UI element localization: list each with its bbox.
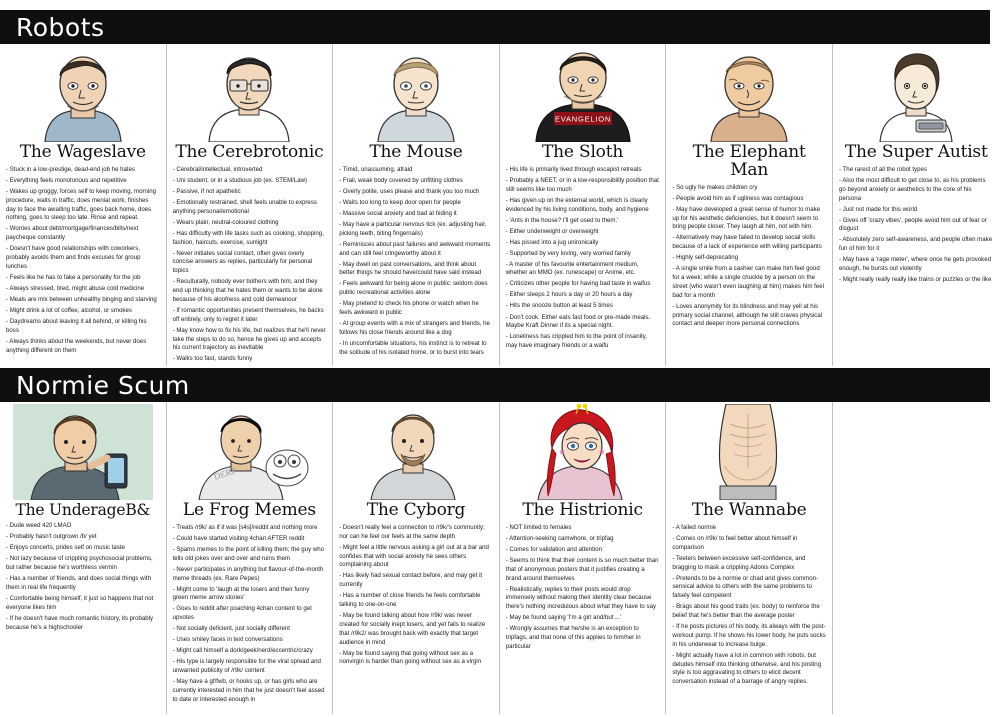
list-item: - Comes for validation and attention bbox=[505, 545, 602, 553]
list-item: - Might call himself a dork/geek/nerd/eccentric/crazy bbox=[172, 647, 313, 655]
list-item: - People avoid him as if ugliness was contagious bbox=[672, 194, 804, 202]
robots-row bbox=[0, 44, 1000, 366]
bullet-list bbox=[173, 524, 327, 705]
list-item: - Alternatively may have failed to develop social skills because of a lack of experience with willing participants bbox=[672, 234, 822, 251]
list-item: - Hits the snooze button at least 5 times bbox=[505, 302, 613, 310]
list-item: - Passive, if not apathetic bbox=[172, 187, 241, 195]
list-item: - Probably a NEET, or in a low-responsibility position that still seems like too much bbox=[505, 176, 659, 193]
bullet-list bbox=[506, 166, 660, 351]
list-item: - Always thinks about the weekends, but never does anything different on them bbox=[6, 337, 147, 354]
list-item: - Has given up on the external world, which is clearly evidenced by his living conditions, body, and hygiene bbox=[505, 196, 649, 213]
bullet-list bbox=[339, 166, 493, 358]
list-item: - Always stressed, tired, might abuse cold medicine bbox=[6, 284, 145, 292]
character-title: Le Frog Memes bbox=[182, 500, 316, 520]
list-item: - Attention-seeking camwhore, or tripfag bbox=[505, 534, 614, 542]
list-item: - Probably hasn't outgrown /b/ yet bbox=[6, 533, 97, 541]
underage-portrait bbox=[6, 404, 160, 500]
list-item: - Either sleeps 2 hours a day or 20 hours a day bbox=[505, 291, 633, 299]
list-item: - Gives off 'crazy vibes', people avoid him out of fear or disgust bbox=[838, 216, 987, 233]
list-item: - Loneliness has crippled him to the point of insanity, may have imaginary friends or a waifu bbox=[505, 333, 647, 350]
list-item: - Either underweight or overweight bbox=[505, 227, 599, 235]
list-item: - Uses smiley faces in text conversations bbox=[172, 636, 283, 644]
svg-text:DERP: DERP bbox=[212, 465, 238, 482]
list-item: - May dwell on past conversations, and think about better things he should have/could have said instead bbox=[339, 260, 482, 277]
list-item: - Not socially deficient, just socially different bbox=[172, 625, 291, 633]
mouse-portrait bbox=[339, 46, 493, 142]
list-item: - Don't cook. Either eats fast food or pre-made meals. Maybe Kraft Dinner if its a special night. bbox=[505, 313, 651, 330]
section-title-robots: Robots bbox=[16, 12, 105, 42]
character-title: The Sloth bbox=[542, 142, 624, 162]
superautist-portrait bbox=[839, 46, 994, 142]
list-item: - NOT limited to females bbox=[505, 523, 572, 531]
normie-scum-row bbox=[0, 402, 1000, 714]
section-banner-robots bbox=[0, 10, 1000, 44]
list-item: - May be found talking about how /r9k/ was never created for socially inept losers, and yet fails to realize that /r9k2/ was brought back with exactly that target audience in mind bbox=[339, 612, 486, 646]
character-title: The Wannabe bbox=[691, 500, 807, 520]
list-item: - Realistically, replies to their posts would drop immensely without making their identity clear because there's nothing incredulous about what they have to say bbox=[505, 585, 657, 611]
list-item: - Seems to think that their content is so much better than that of anonymous posters that it justifies creating a brand around themselves bbox=[505, 556, 659, 582]
list-item: - Daydreams about leaving it all behind, or killing his boss bbox=[6, 317, 147, 334]
card-histrionic[interactable] bbox=[500, 402, 667, 714]
list-item: - May have a gf/fwb, or hooks up, or has girls who are currently interested in him that he just doesn't feel assed to date or interested enough in bbox=[172, 678, 325, 703]
card-elephant-man[interactable] bbox=[666, 44, 833, 366]
histrionic-portrait bbox=[506, 404, 660, 500]
card-cerebrotonic[interactable] bbox=[167, 44, 334, 366]
list-item: - Enjoys concerts, prides self on music taste bbox=[6, 544, 125, 552]
character-title: The Histrionic bbox=[522, 500, 643, 520]
list-item: - Goes to reddit after poaching 4chan content to get upvotes bbox=[172, 605, 312, 622]
list-item: - In uncomfortable situations, his instinct is to retreat to the solitude of his isolated home, or to burst into tears bbox=[339, 339, 487, 356]
bullet-list bbox=[173, 166, 327, 364]
list-item: - Waits too long to keep door open for people bbox=[339, 198, 461, 206]
list-item: - Overly polite, uses please and thank you too much bbox=[339, 187, 480, 195]
empty-cell bbox=[833, 402, 1000, 714]
list-item: - May have developed a great sense of humor to make up for his aesthetic deficiencies, but it doesn't seem to bring people closer. They laugh at him, not with him. bbox=[672, 205, 821, 231]
list-item: - Not lazy because of crippling psychosocial problems, but rather because he's worthless vermin bbox=[6, 555, 153, 572]
card-sloth[interactable] bbox=[500, 44, 667, 366]
list-item: - Wears plain, neutral-coloured clothing bbox=[172, 218, 279, 226]
list-item: - Absolutely zero self-awareness, and people often make fun of him for it bbox=[838, 236, 993, 253]
list-item: - If romantic opportunities present themselves, he backs off entirely, only to regret it later bbox=[172, 306, 324, 323]
list-item: - Never participates in anything but flavour-of-the-month meme threads (ex. Rare Pepes) bbox=[172, 565, 324, 582]
list-item: - Massive social anxiety and bad at hiding it bbox=[339, 209, 457, 217]
card-cyborg[interactable] bbox=[333, 402, 500, 714]
character-title: The Wageslave bbox=[19, 142, 146, 162]
wageslave-portrait bbox=[6, 46, 160, 142]
list-item: - Comes on /r9k/ to feel better about himself in comparison bbox=[672, 534, 798, 551]
list-item: - Never initiates social contact, often gives overly concise answers as replies, particularly for personal topics bbox=[172, 249, 313, 275]
list-item: - Comfortable being himself, it just so happens that not everyone likes him bbox=[6, 595, 154, 611]
list-item: - Feels awkward for being alone in public: seldom does public recreational activities alone bbox=[339, 280, 488, 297]
list-item: - Wakes up groggy, forces self to keep moving, morning procedure, waits in traffic, does menial work, finishes day to face the awaiting traffic, goes back home, does nothing, goes to sleep too late. Rinse and repeat. bbox=[6, 187, 157, 222]
list-item: - Walks too fast, stands funny bbox=[172, 355, 253, 363]
character-title: The Cerebrotonic bbox=[175, 142, 324, 162]
character-title: The Elephant Man bbox=[692, 142, 806, 180]
list-item: - Worries about debt/mortgage/finances/bills/next paycheque constantly bbox=[6, 225, 139, 242]
list-item: - 'Ants in the house? I'll get used to them.' bbox=[505, 216, 619, 224]
list-item: - Timid, unassuming, afraid bbox=[339, 165, 413, 173]
list-item: - Might come to 'laugh at the losers and their funny green meme arrow stories' bbox=[172, 585, 310, 602]
bullet-list bbox=[672, 524, 826, 687]
cerebrotonic-portrait bbox=[173, 46, 327, 142]
card-wannabe[interactable] bbox=[666, 402, 833, 714]
list-item: - Stuck in a low-prestige, dead-end job he hates bbox=[6, 165, 136, 173]
list-item: - Has a number of close friends he feels comfortable talking to one-on-one bbox=[339, 592, 481, 609]
list-item: - May have a particular nervous tick (ex. adjusting hair, picking teeth, biting fingernails) bbox=[339, 220, 487, 237]
list-item: - If he doesn't have much romantic history, its probably because he's a highschooler bbox=[6, 614, 154, 631]
list-item: - Has pissed into a jug unironically bbox=[505, 238, 599, 246]
list-item: - Supported by very loving, very worried family bbox=[505, 249, 631, 257]
list-item: - May be found saying 'I'm a girl and/but ...' bbox=[505, 614, 622, 622]
list-item: - Cerebral/intellectual, introverted bbox=[172, 165, 263, 173]
frogmemes-portrait bbox=[173, 404, 327, 500]
list-item: - Has likely had sexual contact before, and may get it currently bbox=[339, 572, 483, 589]
list-item: - May know how to fix his life, but realizes that he'll never take the steps to do so, hence he gives up and accepts his current trajectory as inevitable bbox=[172, 326, 326, 352]
list-item: - Treats /r9k/ as if it was [s4s]/reddit and nothing more bbox=[172, 523, 318, 531]
list-item: - At group events with a mix of strangers and friends, he follows his close friends around like a dog bbox=[339, 320, 490, 336]
top-margin bbox=[0, 0, 1000, 10]
list-item: - Might feel a little nervous asking a girl out at a bar and confides that with social anxiety he sees others complaining about bbox=[339, 543, 489, 569]
list-item: - May pretend to check his phone or watch when he feels awkward in public bbox=[339, 300, 479, 317]
bullet-list bbox=[506, 524, 660, 652]
list-item: - His life is primarily lived through escapist retreats bbox=[505, 165, 642, 173]
card-le-frog-memes[interactable] bbox=[167, 402, 334, 714]
list-item: - A master of his favourite entertainment medium, whether an MMO (ex. runescape) or Anime, etc. bbox=[505, 260, 639, 277]
list-item: - Criticizes other people for having bad taste in waifus bbox=[505, 280, 651, 288]
list-item: - Might actually have a lot in common with robots, but deludes himself into thinking otherwise, and his posting style is too aggravating to others to elicit decent conversation instead of a barrage of angry replies. bbox=[672, 651, 822, 686]
list-item: - Doesn't have good relationships with coworkers, probably avoids them and finds excuses for group lunches bbox=[6, 245, 141, 270]
list-item: - Dude weed 420 LMAO bbox=[6, 522, 72, 530]
list-item: - Meals are mix between unhealthy binging and starving bbox=[6, 295, 157, 303]
svg-text:EVANGELION: EVANGELION bbox=[554, 114, 611, 124]
wannabe-portrait bbox=[672, 404, 826, 500]
bullet-list bbox=[672, 184, 826, 330]
elephantman-portrait bbox=[672, 46, 826, 142]
list-item: - Has a number of friends, and does social things with them in real life frequently bbox=[6, 575, 151, 591]
sloth-portrait bbox=[506, 46, 660, 142]
list-item: - Just not made for this world bbox=[838, 205, 918, 213]
character-title: The Mouse bbox=[369, 142, 463, 162]
bullet-list bbox=[339, 524, 493, 667]
list-item: - Emotionally restrained, shell feels unable to express anything personal/emotional bbox=[172, 198, 317, 215]
bullet-list bbox=[839, 166, 994, 285]
list-item: - A single smile from a cashier can make him feel good for a week; while a single chuckle by a person on the street (who wasn't even laughing at him) makes him feel bad for a month bbox=[672, 265, 824, 299]
list-item: - Frail, weak body covered by unfitting clothes bbox=[339, 176, 463, 184]
list-item: - Brags about his good traits (ex. body) to reinforce the belief that he's better than the average poster bbox=[672, 603, 820, 620]
card-underageb[interactable] bbox=[0, 402, 167, 714]
list-item: - Feels like he has to fake a personality for the job bbox=[6, 273, 141, 281]
list-item: - Highly self-deprecating bbox=[672, 254, 739, 262]
list-item: - Spams memes to the point of killing them; the guy who tells old jokes over and over and ruins them bbox=[172, 545, 324, 562]
section-title-normie-scum: Normie Scum bbox=[16, 370, 190, 400]
list-item: - Teeters between excessive self-confidence, and bragging to mask a crippling Adonis Complex bbox=[672, 554, 806, 571]
list-item: - Everything feels monotonous and repetitive bbox=[6, 176, 127, 184]
list-item: - Has difficulty with life tasks such as cooking, shopping, fashion, haircuts, exercise, sunlight bbox=[172, 229, 324, 246]
list-item: - Uni student, or in a studious job (ex. STEM/Law) bbox=[172, 176, 308, 184]
card-mouse[interactable] bbox=[333, 44, 500, 366]
character-title: The Cyborg bbox=[366, 500, 466, 520]
list-item: - Might drink a lot of coffee, alcohol, or smokes bbox=[6, 306, 132, 314]
list-item: - A failed normie bbox=[672, 523, 717, 531]
list-item: - Reminisces about past failures and awkward moments and can still feel cringeworthy about it bbox=[339, 240, 491, 257]
list-item: - The rarest of all the robot types bbox=[838, 165, 927, 173]
card-super-autist[interactable] bbox=[833, 44, 1000, 366]
list-item: - His type is largely responsible for the viral spread and unwanted publicity of /r9k/ content bbox=[172, 658, 321, 675]
list-item: - May be found saying that going without sex as a nonvirgin is harder than going without sex as a virgin bbox=[339, 649, 482, 666]
list-item: - Reculturally, nobody ever bothers with him, and they end up thinking that he hates them or wants to be alone because of his aloofness and cold demeanour bbox=[172, 278, 323, 303]
list-item: - Pretends to be a normie or chad and gives common-sensical advice to others with the same problems to falsely feel competent bbox=[672, 574, 819, 600]
list-item: - Doesn't really feel a connection to /r9k/'s community; nor can he feel our feels at the same depth bbox=[339, 523, 485, 540]
bullet-list bbox=[6, 522, 160, 632]
card-wageslave[interactable] bbox=[0, 44, 167, 366]
list-item: - So ugly he makes children cry bbox=[672, 183, 758, 191]
list-item: - Wrongly assumes that he/she is an exception to tripfags, and that none of this applies to him/her in particular bbox=[505, 625, 641, 650]
section-banner-normie-scum bbox=[0, 368, 1000, 402]
cyborg-portrait bbox=[339, 404, 493, 500]
list-item: - Also the most difficult to get close to, as his problems go beyond anxiety or aesthetics to the core of his persona bbox=[838, 176, 986, 202]
list-item: - Could have started visiting 4chan AFTER reddit bbox=[172, 534, 305, 542]
list-item: - Might really really really like trains or puzzles or the like bbox=[838, 276, 992, 284]
character-title: The Super Autist bbox=[844, 142, 988, 162]
character-title: The UnderageB& bbox=[15, 501, 151, 519]
list-item: - Loves anonymity for its blindness and may yell at his primary social channel, although he still craves physical contact and deeper more personal connections bbox=[672, 302, 823, 328]
bullet-list bbox=[6, 166, 160, 356]
list-item: - If he posts pictures of his body, its always with the post-workout pump. If he shows his lower body, he puts socks in his underwear to increase bulge. bbox=[672, 623, 826, 648]
list-item: - May have a 'rage meter', where once he gets provoked enough, he bursts out violently bbox=[838, 256, 992, 273]
